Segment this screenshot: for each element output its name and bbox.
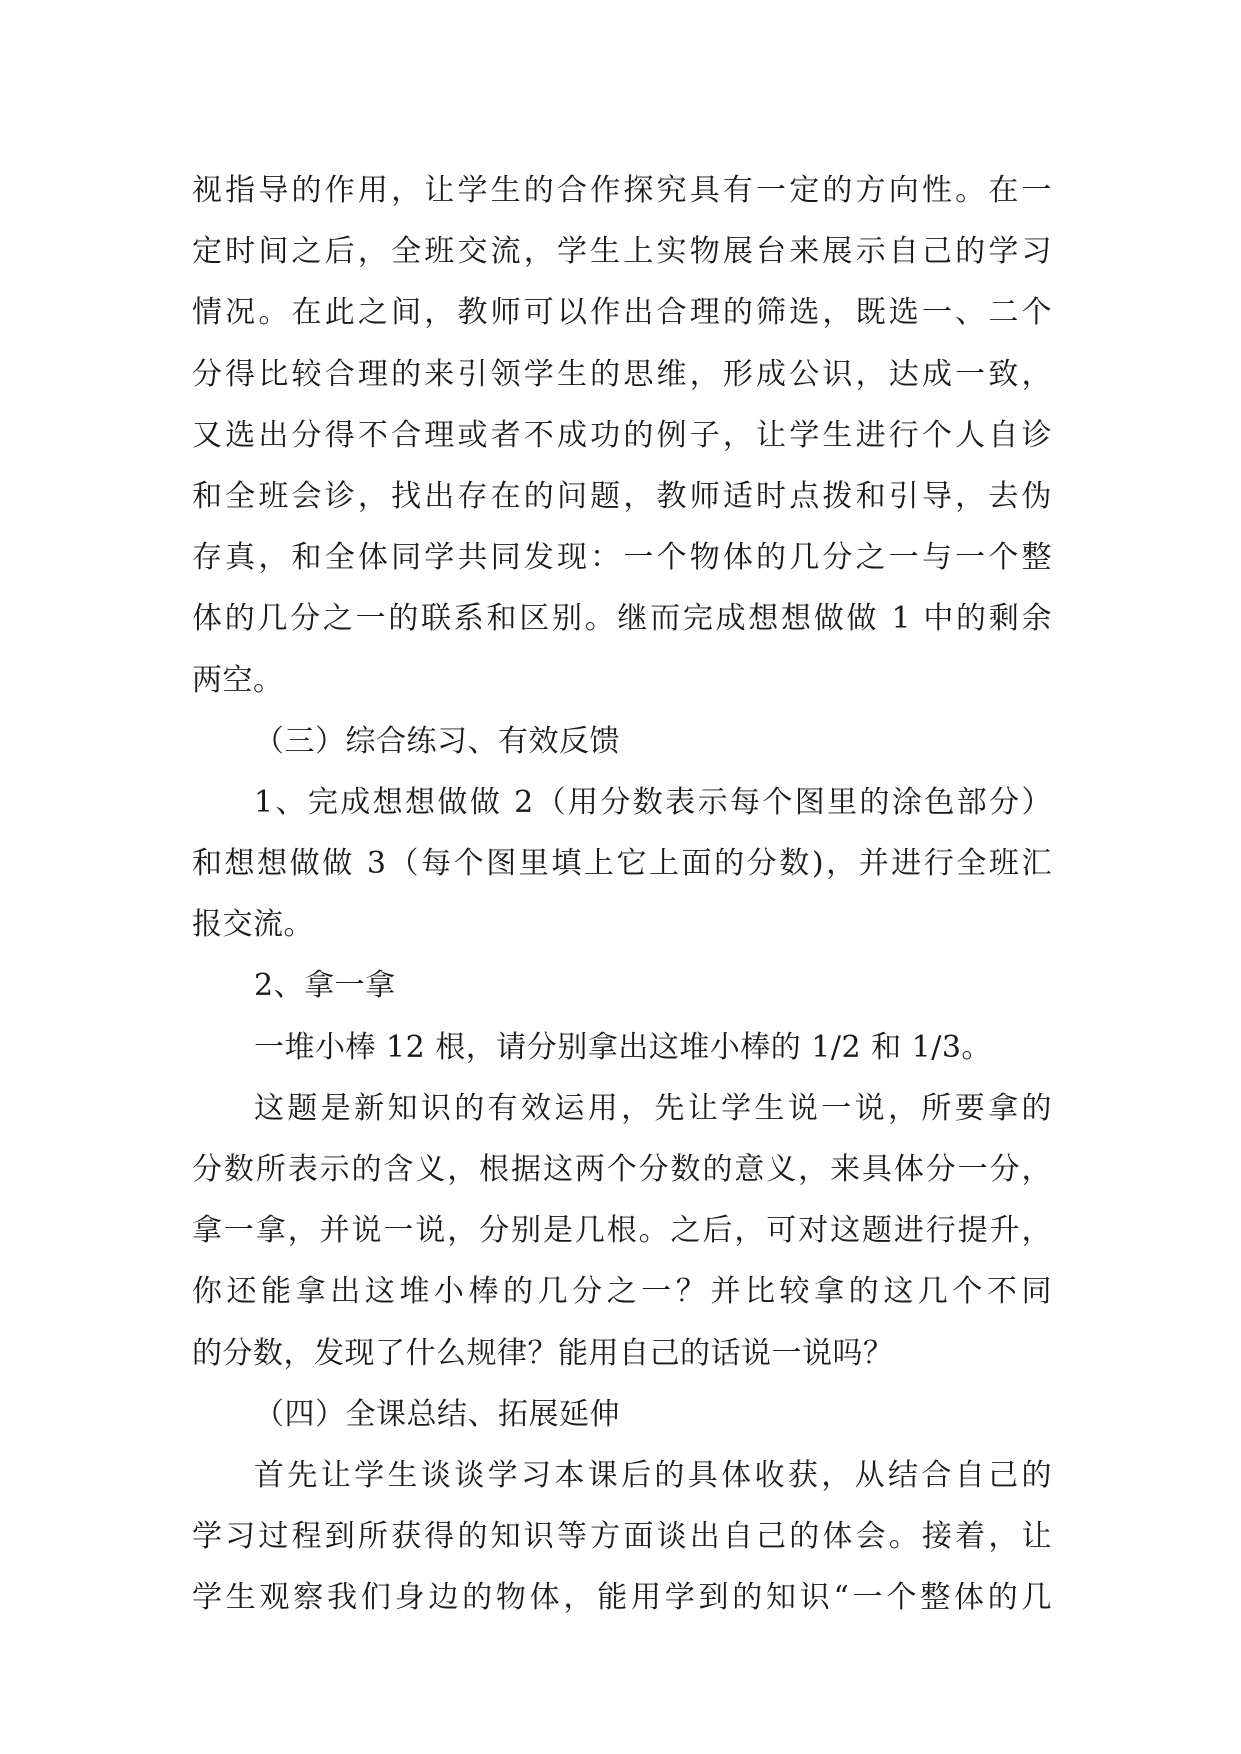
text-line: 视指导的作用，让学生的合作探究具有一定的方向性。在一 <box>192 173 1052 208</box>
document-page <box>192 160 1052 1629</box>
text-line: 学生观察我们身边的物体，能用学到的知识“一个整体的几 <box>192 1580 1052 1616</box>
text-line: 一堆小棒 12 根，请分别拿出这堆小棒的 1/2 和 1/3。 <box>254 1029 992 1065</box>
text-line: 这题是新知识的有效运用，先让学生说一说，所要拿的 <box>254 1090 1052 1126</box>
text-line: 分数所表示的含义，根据这两个分数的意义，来具体分一分， <box>192 1152 1052 1187</box>
section-heading: （三）综合练习、有效反馈 <box>254 723 620 759</box>
text-line: 报交流。 <box>192 907 314 943</box>
text-line: 又选出分得不合理或者不成功的例子，让学生进行个人自诊 <box>192 417 1052 453</box>
text-line: 存真，和全体同学共同发现：一个物体的几分之一与一个整 <box>192 540 1052 576</box>
text-line: 定时间之后，全班交流，学生上实物展台来展示自己的学习 <box>192 234 1052 270</box>
text-line: 学习过程到所获得的知识等方面谈出自己的体会。接着，让 <box>192 1519 1052 1555</box>
text-line: 分得比较合理的来引领学生的思维，形成公识，达成一致， <box>192 356 1052 392</box>
text-line: 和想想做做 3（每个图里填上它上面的分数)，并进行全班汇 <box>192 846 1052 882</box>
text-line: 情况。在此之间，教师可以作出合理的筛选，既选一、二个 <box>192 295 1052 331</box>
text-line: 体的几分之一的联系和区别。继而完成想想做做 1 中的剩余 <box>192 601 1052 637</box>
section-heading: （四）全课总结、拓展延伸 <box>254 1396 620 1432</box>
text-line: 首先让学生谈谈学习本课后的具体收获，从结合自己的 <box>254 1457 1052 1493</box>
text-line: 1、完成想想做做 2（用分数表示每个图里的涂色部分） <box>254 784 1052 820</box>
list-item-heading: 2、拿一拿 <box>254 968 396 1004</box>
text-line: 和全班会诊，找出存在的问题，教师适时点拨和引导，去伪 <box>192 478 1052 514</box>
text-line: 拿一拿，并说一说，分别是几根。之后，可对这题进行提升， <box>192 1213 1052 1249</box>
text-line: 你还能拿出这堆小棒的几分之一？并比较拿的这几个不同 <box>192 1274 1052 1310</box>
text-line: 两空。 <box>192 662 284 698</box>
text-line: 的分数，发现了什么规律？能用自己的话说一说吗？ <box>192 1335 894 1371</box>
